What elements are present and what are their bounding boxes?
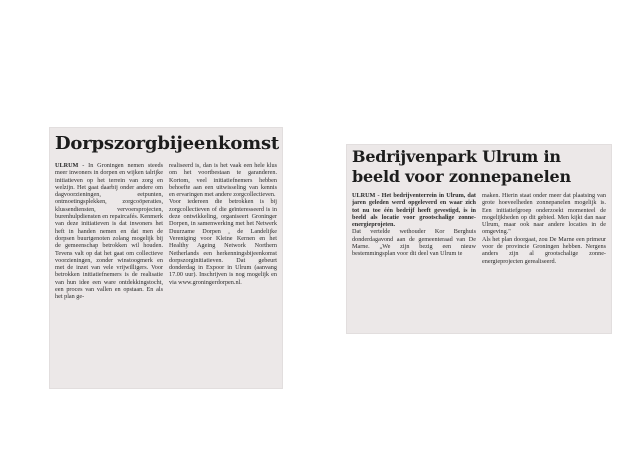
newspaper-clipping-bedrijvenpark [347,145,611,333]
newspaper-clipping-dorpszorg [50,128,282,388]
article-body-text: - In Groningen nemen steeds meer inwoners in dorpen en wijken talrijke initiatieven op het terrein van zorg en welzijn. Het gaat daarbij onder andere om dagvoorzieningen, eetpunten, ontmoetingsplekken, zorgcoöperaties, klussendiensten, vervoersprojecten, burenhulpdiensten en repaircafés. Kenmerk van deze initiatieven is dat inwoners het heft in handen nemen en dat men de dorpsen buurtgenoten zolang mogelijk bij de gemeenschap betrokken wil houden. Tevens valt op dat het gaat om collectieve voorzieningen, zonder winstoogmerk en met de inzet van vele vrijwilligers. Voor betrokken initiatiefnemers is de realisatie van hun idee een ware ontdekkingstocht, een proces van vallen en opstaan. En als het plan ge- [55,162,163,301]
article-paragraph: maken. Hierin staat onder meer dat plaatsing van grote hoeveelheden zonnepanelen mogelijk is. Een initiatiefgroep onderzoekt momenteel de mogelijkheden op dit gebied. Men kijkt dan naar Ulrum, maar ook naar andere locaties in de omgeving." [482,192,606,236]
article-paragraph: Voor iedereen die betrokken is bij zorgcollectieven of die geïnteresseerd is in deze ontwikkeling, organiseert Groninger Dorpen, in samenwerking met het Netwerk Duurzame Dorpen , de Landelijke Vereniging voor Kleine Kernen en het Healthy Ageing Network Northern Netherlands een herkenningsbijeenkomst dorpszorginitiatieven. Dat gebeurt donderdag in Expoor in Ulrum (aanvang 17.00 uur). Inschrijven is nog mogelijk en via www.groningerdorpen.nl. [169,198,277,286]
article-paragraph: Als het plan doorgaat, zou De Marne een primeur voor de provincie Groningen hebben. Nergens anders zijn al grootschalige zonne-energieprojecten gerealiseerd. [482,235,606,265]
article-column-1 [352,192,476,265]
article-column-2 [169,162,277,301]
article-headline: Bedrijvenpark Ulrum in beeld voor zonnepanelen [352,147,571,186]
article-paragraph: realiseerd is, dan is het vaak een hele klus om het voortbestaan te garanderen. Kortom, veel initiatiefnemers hebben behoefte aan een uitwisseling van kennis en ervaringen met andere zorgcollectieven. [169,162,277,199]
article-lead: ULRUM - Het bedrijventerrein in Ulrum, dat jaren geleden werd opgeleverd en waar zich tot nu toe één bedrijf heeft gevestigd, is in beeld als locatie voor grootschalige zonne-energieprojeten. [352,192,476,229]
article-column-1 [55,162,163,301]
article-columns [55,162,277,301]
article-paragraph [55,162,163,301]
article-paragraph: Dat vertelde wethouder Kor Berghuis donderdagavond aan de gemeenteraad van De Marne. „We zijn bezig een nieuw bestemmingsplan voor dit deel van Ulrum te [352,228,476,258]
article-byline: ULRUM [55,162,79,169]
article-headline: Dorpszorgbijeenkomst [55,133,280,154]
article-columns [352,192,606,265]
article-column-2 [482,192,606,265]
